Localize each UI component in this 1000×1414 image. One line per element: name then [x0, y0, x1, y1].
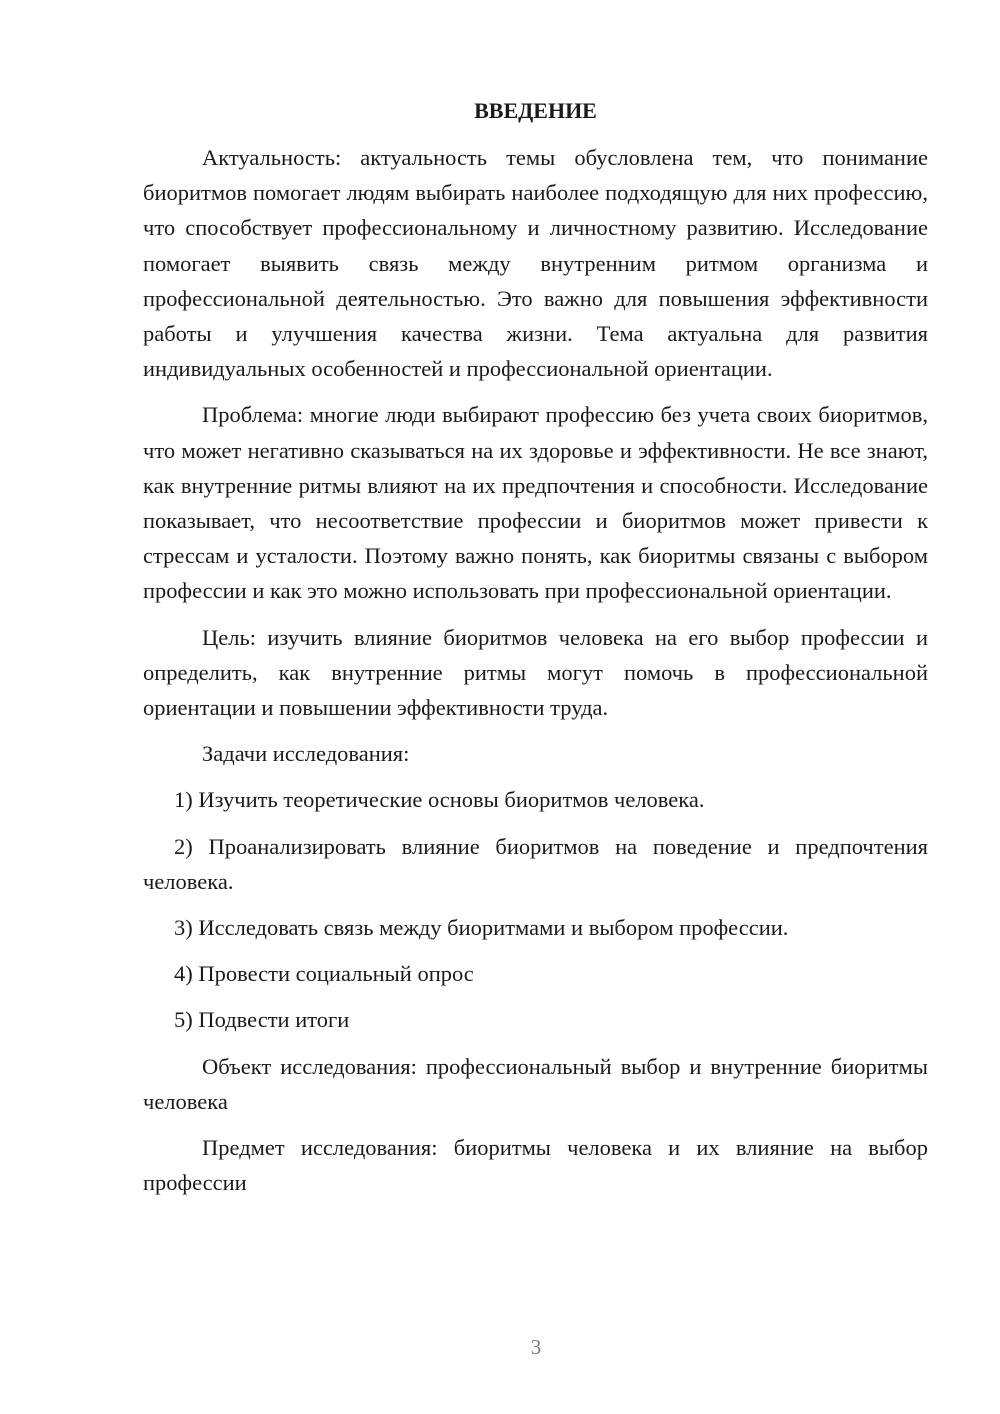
tasks-list	[143, 782, 928, 1037]
paragraph-problem: Проблема: многие люди выбирают профессию без учета своих биоритмов, что может негативно сказываться на их здоровье и эффективности. Не все знают, как внутренние ритмы влияют на их предпочтения и способности. Исследование показывает, что несоответствие профессии и биоритмов может привести к стрессам и усталости. Поэтому важно понять, как биоритмы связаны с выбором профессии и как это можно использовать при профессиональной ориентации.	[143, 402, 928, 604]
page-number: 3	[530, 1335, 542, 1359]
tasks-heading: Задачи исследования:	[202, 741, 410, 767]
section-title: ВВЕДЕНИЕ	[474, 98, 597, 123]
paragraph-subject: Предмет исследования: биоритмы человека и их влияние на выбор профессии	[143, 1135, 928, 1196]
task-item: 4) Провести социальный опрос	[174, 961, 474, 987]
task-item: 2) Проанализировать влияние биоритмов на поведение и предпочтения человека.	[143, 833, 928, 894]
task-item: 3) Исследовать связь между биоритмами и выбором профессии.	[174, 915, 789, 941]
paragraph-object: Объект исследования: профессиональный выбор и внутренние биоритмы человека	[143, 1053, 928, 1114]
paragraph-goal: Цель: изучить влияние биоритмов человека на его выбор профессии и определить, как внутренние ритмы могут помочь в профессиональной ориентации и повышении эффективности труда.	[143, 624, 928, 721]
page-content	[143, 96, 928, 1200]
task-item: 1) Изучить теоретические основы биоритмов человека.	[174, 787, 705, 813]
task-item: 5) Подвести итоги	[174, 1007, 350, 1033]
paragraph-relevance: Актуальность: актуальность темы обусловлена тем, что понимание биоритмов помогает людям выбирать наиболее подходящую для них профессию, что способствует профессиональному и личностному развитию. Исследование помогает выявить связь между внутренним ритмом организма и профессиональной деятельностью. Это важно для повышения эффективности работы и улучшения качества жизни. Тема актуальна для развития индивидуальных особенностей и профессиональной ориентации.	[143, 145, 928, 382]
